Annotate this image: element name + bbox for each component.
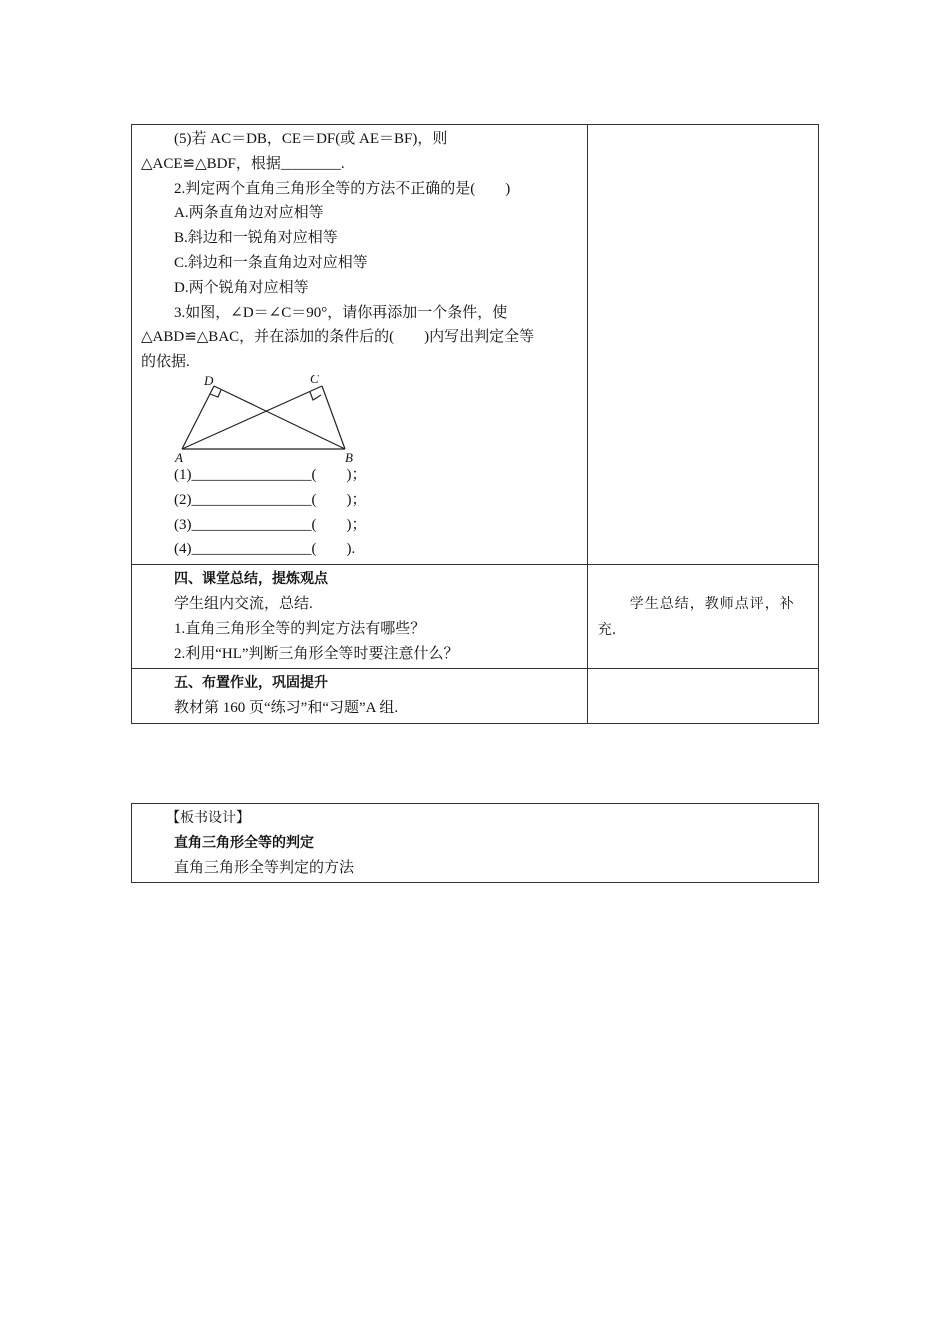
summary-note-cell — [587, 565, 818, 669]
summary-line: 学生组内交流，总结. — [174, 595, 313, 612]
label-b: B — [345, 449, 353, 463]
option-d: D.两个锐角对应相等 — [174, 279, 309, 296]
table-row — [132, 804, 819, 883]
label-d: D — [204, 374, 214, 388]
answer-blank-2: (2)________________( )； — [174, 491, 367, 508]
right-angle-mark-c — [310, 392, 321, 400]
question-2-stem: 2.判定两个直角三角形全等的方法不正确的是( ) — [174, 180, 511, 197]
option-b: B.斜边和一锐角对应相等 — [174, 230, 338, 247]
homework-heading: 五、布置作业，巩固提升 — [174, 675, 328, 692]
option-c: C.斜边和一条直角边对应相等 — [174, 254, 368, 271]
table-row — [132, 565, 819, 669]
lesson-table — [131, 124, 819, 724]
homework-note-cell — [587, 669, 818, 724]
question-1-5-line2: △ACE≌△BDF，根据________. — [141, 155, 345, 172]
question-1-5-line1: (5)若 AC＝DB，CE＝DF(或 AE＝BF)，则 — [174, 131, 448, 147]
board-design-cell — [132, 804, 819, 883]
answer-blank-4: (4)________________( ). — [174, 541, 356, 558]
label-a: A — [175, 449, 183, 463]
summary-note-line1: 学生总结，教师点评，补 — [629, 596, 795, 613]
summary-question-1: 1.直角三角形全等的判定方法有哪些？ — [174, 620, 426, 637]
summary-heading: 四、课堂总结，提炼观点 — [174, 571, 328, 588]
exercise-cell — [132, 125, 588, 565]
summary-note — [588, 565, 818, 643]
board-design-table — [131, 803, 819, 883]
label-c: C — [310, 374, 319, 386]
segment-ac — [182, 386, 322, 449]
table-row — [132, 125, 819, 565]
summary-note-line2: 充. — [597, 622, 617, 639]
summary-question-2: 2.利用“HL”判断三角形全等时要注意什么？ — [174, 645, 459, 662]
triangle-figure — [172, 375, 587, 463]
summary-cell — [132, 565, 588, 669]
board-line: 直角三角形全等判定的方法 — [174, 859, 355, 876]
question-3-line2: △ABD≌△BAC，并在添加的条件后的( )内写出判定全等 — [141, 329, 535, 346]
table-row — [132, 669, 819, 724]
option-a: A.两条直角边对应相等 — [174, 205, 324, 222]
triangle-diagram — [172, 375, 372, 463]
homework-cell — [132, 669, 588, 724]
question-3-line1: 3.如图，∠D＝∠C＝90°，请你再添加一个条件，使 — [174, 304, 508, 321]
segment-ad — [182, 386, 214, 449]
teacher-note-cell — [587, 125, 818, 565]
homework-line: 教材第 160 页“练习”和“习题”A 组. — [174, 700, 399, 717]
answer-blank-1: (1)________________( )； — [174, 466, 367, 483]
board-title: 直角三角形全等的判定 — [174, 834, 314, 851]
board-label: 【板书设计】 — [166, 810, 250, 826]
answer-blank-3: (3)________________( )； — [174, 516, 367, 533]
question-3-line3: 的依据. — [141, 354, 190, 371]
